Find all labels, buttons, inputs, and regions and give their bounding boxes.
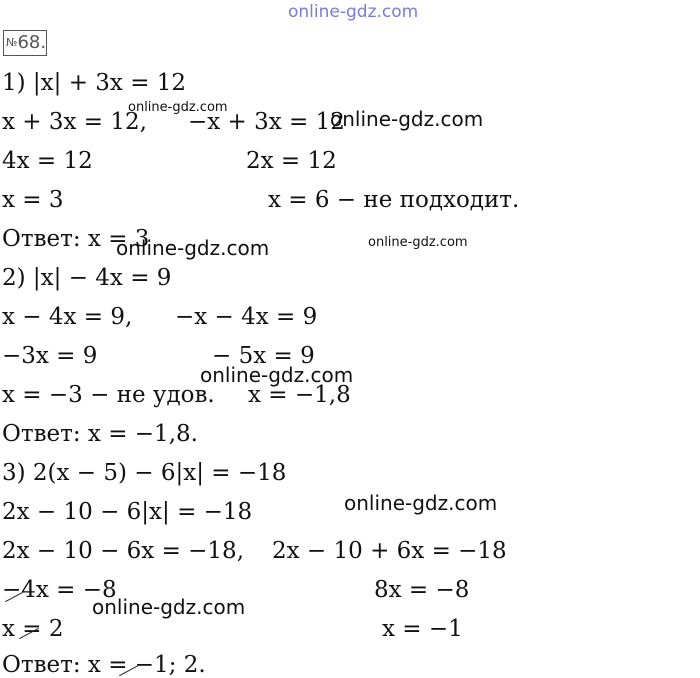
part3-eq1: 2x − 10 − 6|x| = −18 [2, 499, 253, 525]
part2-header: 2) |x| − 4x = 9 [2, 265, 172, 291]
part2-case2-eq1: −x − 4x = 9 [175, 304, 318, 330]
part1-answer: Ответ: x = 3 [2, 226, 150, 252]
part3-case1-eq4: x = 2 [2, 616, 64, 642]
part3-case1-eq2: 2x − 10 − 6x = −18, [2, 538, 245, 564]
part1-case1-eq1: x + 3x = 12, [2, 109, 147, 135]
part1-header: 1) |x| + 3x = 12 [2, 70, 187, 96]
part1-case2-eq2: 2x = 12 [246, 148, 337, 174]
part1-case1-eq3: x = 3 [2, 187, 64, 213]
exercise-number-box [3, 30, 47, 56]
watermark: online-gdz.com [368, 235, 468, 250]
part3-header: 3) 2(x − 5) − 6|x| = −18 [2, 460, 287, 486]
part3-case2-eq3: 8x = −8 [374, 577, 470, 603]
watermark: online-gdz.com [344, 491, 498, 515]
part3-case1-eq3: −4x = −8 [2, 577, 117, 603]
watermark: online-gdz.com [116, 236, 270, 260]
watermark: online-gdz.com [330, 107, 484, 131]
part2-answer: Ответ: x = −1,8. [2, 421, 198, 447]
part2-case1-eq1: x − 4x = 9, [2, 304, 133, 330]
part2-case2-eq2: − 5x = 9 [212, 343, 315, 369]
exercise-number: 68. [17, 32, 47, 53]
part1-case2-eq1: −x + 3x = 12 [188, 109, 345, 135]
watermark-top: online-gdz.com [288, 2, 419, 22]
part2-case2-eq3: x = −1,8 [248, 382, 351, 408]
watermark: online-gdz.com [92, 595, 246, 619]
part3-answer: Ответ: x = −1; 2. [2, 652, 206, 678]
part3-case2-eq2: 2x − 10 + 6x = −18 [272, 538, 507, 564]
number-sign: № [6, 36, 18, 49]
watermark: online-gdz.com [128, 100, 228, 115]
part2-case1-eq3: x = −3 − не удов. [2, 382, 215, 408]
part1-case1-eq2: 4x = 12 [2, 148, 93, 174]
part1-case2-eq3: x = 6 − не подходит. [268, 187, 520, 213]
part3-case2-eq4: x = −1 [382, 616, 463, 642]
watermark: online-gdz.com [200, 363, 354, 387]
part2-case1-eq2: −3x = 9 [2, 343, 98, 369]
